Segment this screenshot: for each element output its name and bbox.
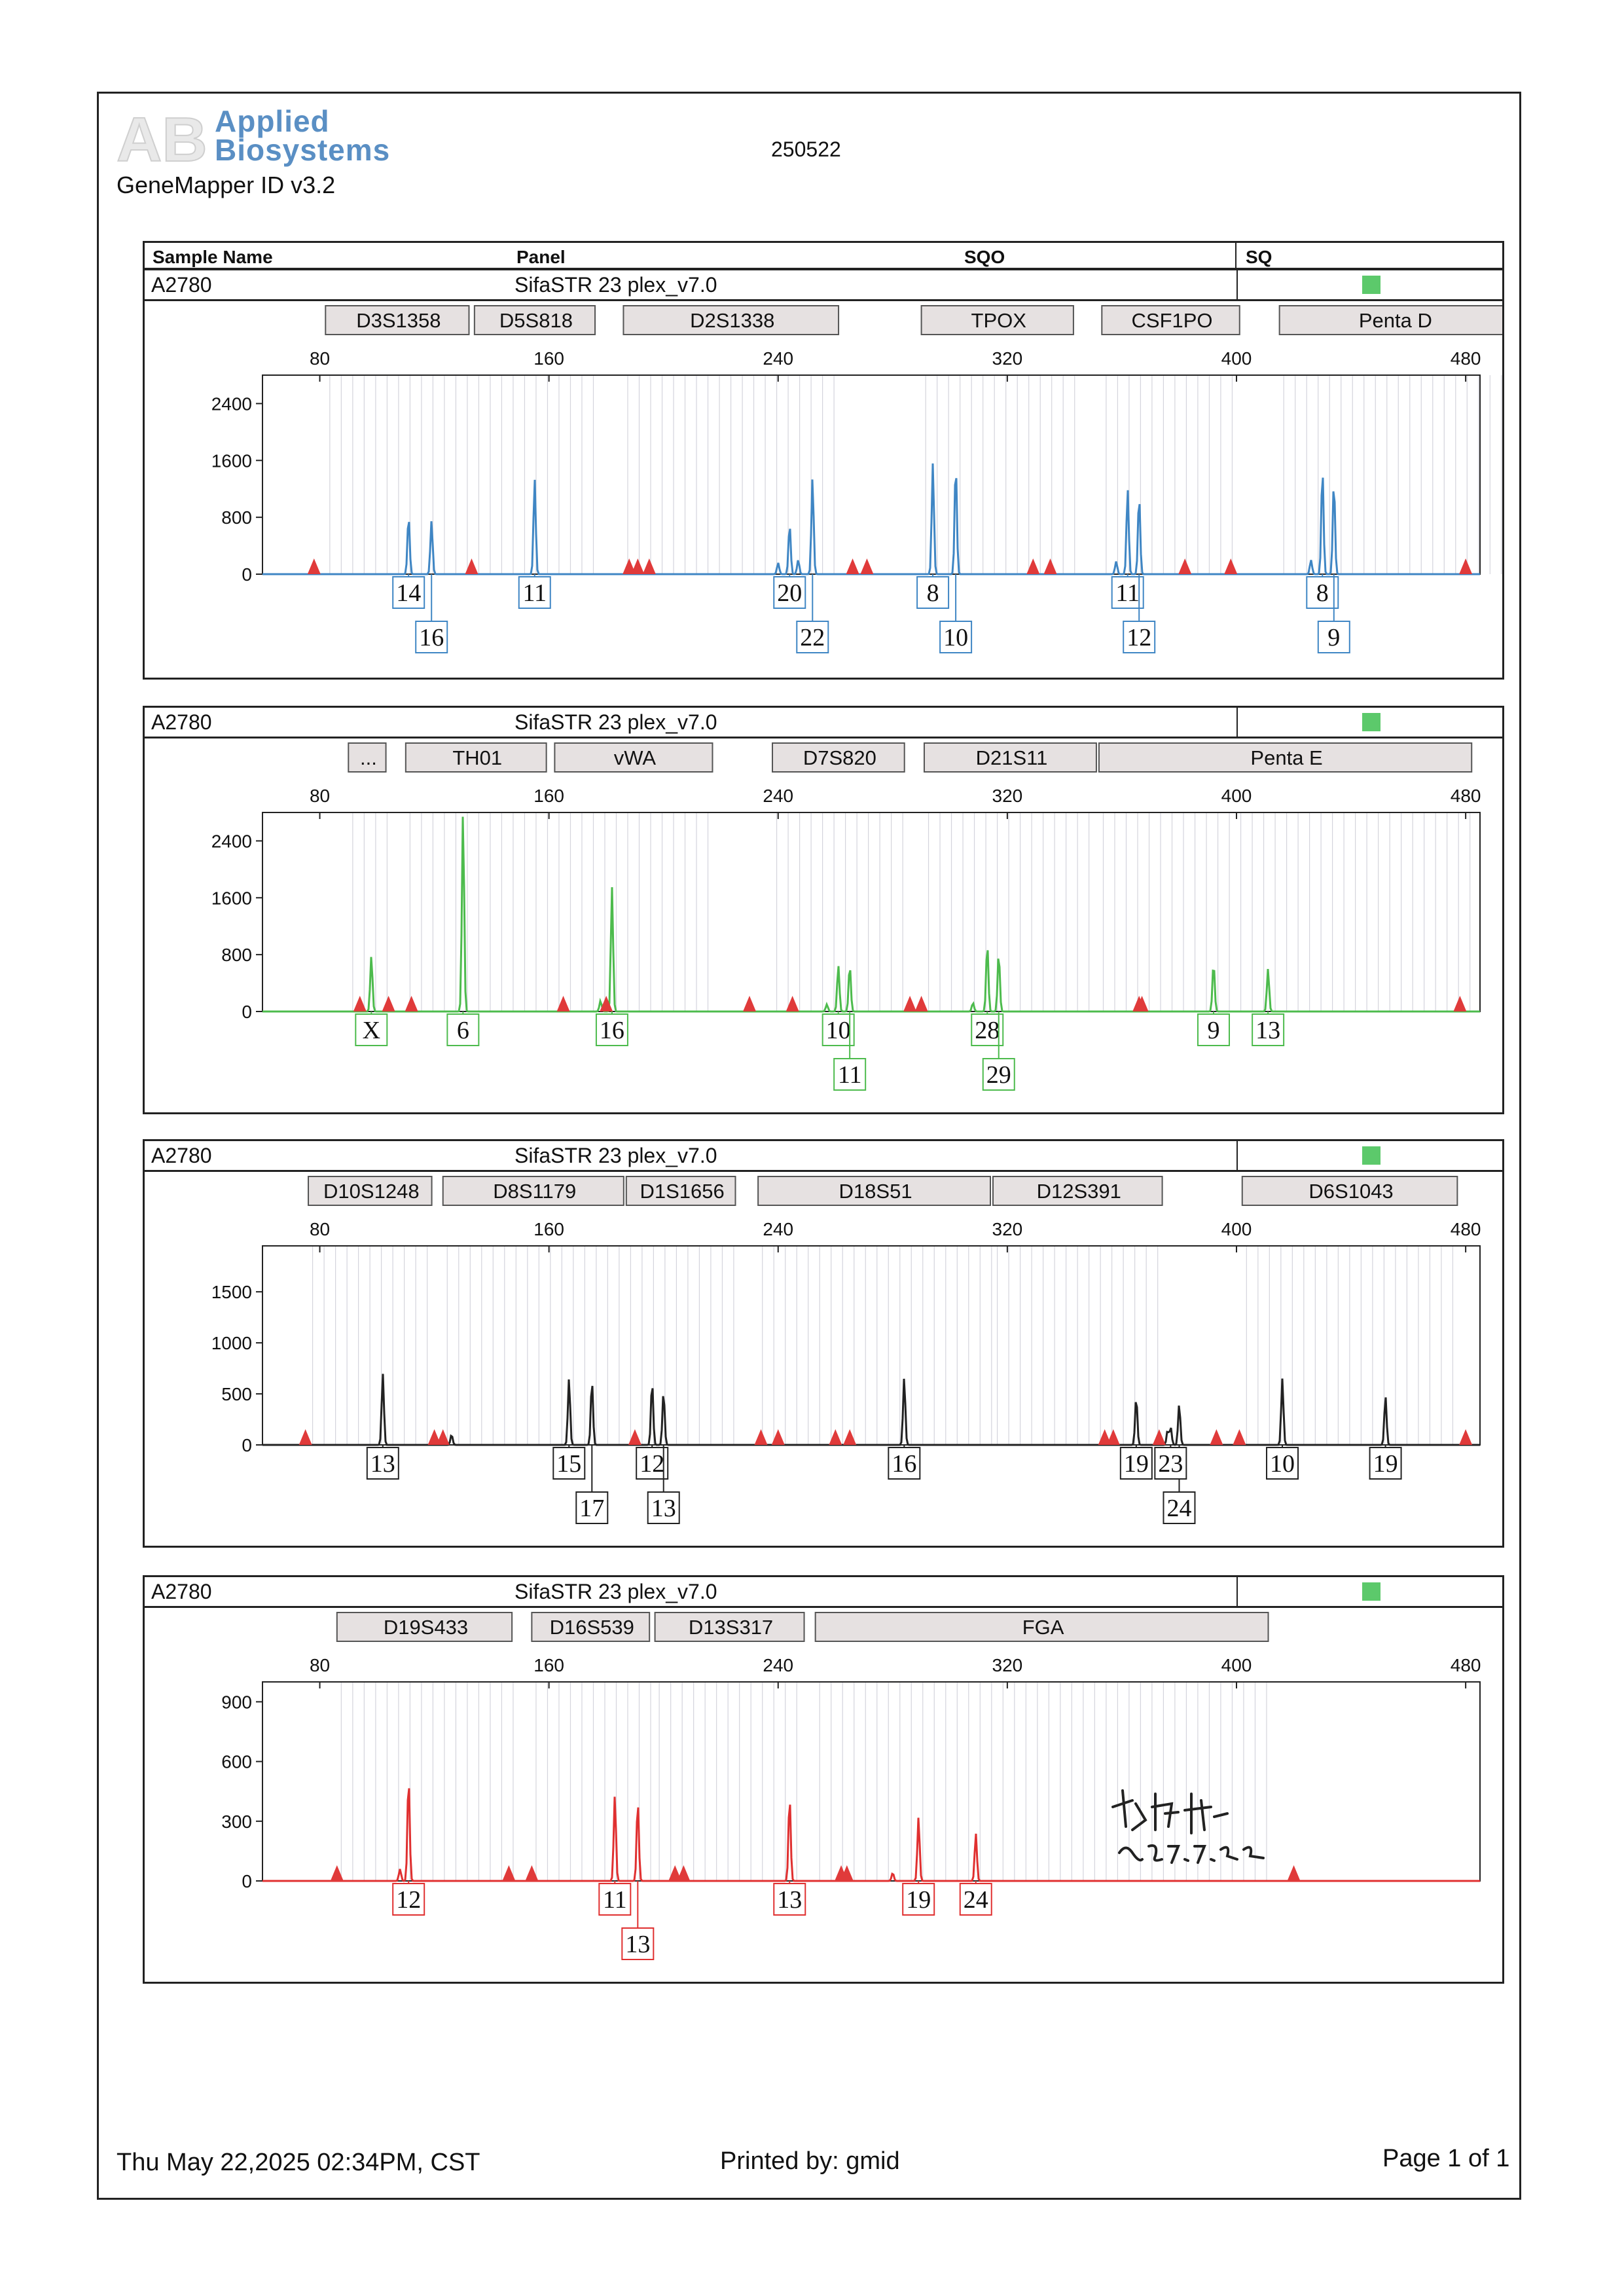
panel-name: SifaSTR 23 plex_v7.0 [514, 1144, 717, 1167]
locus- [348, 743, 386, 772]
app-title: GeneMapper ID v3.2 [117, 172, 336, 198]
locus-fga [816, 1613, 1269, 1641]
bin-marker [903, 996, 916, 1011]
locus-d3s1358 [325, 306, 469, 335]
panel-title-row [145, 708, 1502, 738]
allele-label: 11 [603, 1886, 627, 1914]
peak-12 [393, 1777, 424, 1915]
brand-line-1: Applied [215, 104, 330, 138]
allele-label: 13 [651, 1495, 676, 1522]
locus-label: D6S1043 [1308, 1180, 1394, 1203]
x-tick-label: 320 [992, 786, 1023, 806]
brand-line-2: Biosystems [215, 133, 391, 167]
x-tick-label: 480 [1450, 786, 1481, 806]
allele-label: 13 [777, 1886, 803, 1914]
ab-logo-icon [117, 110, 208, 169]
peak-22 [797, 478, 828, 653]
locus-label: D3S1358 [356, 309, 441, 332]
bin-marker [308, 558, 321, 574]
quality-flag-icon [1362, 276, 1380, 294]
sample-name: A2780 [151, 710, 212, 734]
panel-name: SifaSTR 23 plex_v7.0 [514, 1580, 717, 1603]
allele-label: 14 [396, 579, 422, 607]
allele-label: 10 [825, 1017, 851, 1044]
locus-d7s820 [772, 743, 905, 772]
peak-11 [519, 479, 550, 608]
bin-marker [1459, 1429, 1472, 1445]
handwritten-signature [1106, 1781, 1303, 1879]
quality-flag-icon [1362, 1582, 1380, 1601]
y-tick-label: 600 [221, 1751, 252, 1772]
allele-label: 13 [1255, 1017, 1281, 1044]
peak-24 [960, 1833, 992, 1915]
col-sq: SQ [1246, 247, 1272, 267]
locus-label: ... [360, 746, 377, 769]
locus-d19s433 [337, 1613, 512, 1641]
peak-13 [1252, 969, 1284, 1046]
locus-label: D16S539 [549, 1616, 634, 1639]
locus-label: D7S820 [803, 746, 876, 769]
page-number: Page 1 of 1 [1382, 2145, 1510, 2172]
x-tick-label: 240 [763, 786, 794, 806]
allele-label: 16 [892, 1450, 917, 1478]
x-tick-label: 80 [309, 348, 331, 369]
x-tick-label: 160 [533, 1219, 565, 1239]
x-tick-label: 480 [1450, 1655, 1481, 1675]
bin-marker [1210, 1429, 1223, 1445]
peak-10 [940, 464, 971, 653]
bin-marker [1153, 1429, 1166, 1445]
peak-13 [774, 1797, 805, 1915]
bin-marker [860, 558, 873, 574]
panel-name: SifaSTR 23 plex_v7.0 [514, 273, 717, 297]
sample-name: A2780 [151, 273, 212, 297]
applied-biosystems-logo [117, 105, 391, 177]
locus-label: D8S1179 [493, 1180, 577, 1203]
title-divider [1236, 1577, 1238, 1606]
bin-marker [1453, 996, 1466, 1011]
plot-frame [262, 812, 1480, 1011]
allele-label: 8 [1316, 579, 1329, 607]
peak-19 [1370, 1396, 1401, 1479]
x-tick-label: 240 [763, 1219, 794, 1239]
peak-11 [599, 1795, 630, 1915]
locus-d16s539 [532, 1613, 649, 1641]
locus-d8s1179 [443, 1176, 624, 1205]
allele-label: 20 [777, 579, 803, 607]
peak-14 [393, 516, 424, 608]
allele-label: X [362, 1017, 381, 1044]
bin-marker [405, 996, 418, 1011]
signature-date-strokes [1119, 1846, 1263, 1863]
bin-marker [1178, 558, 1191, 574]
allele-label: 29 [986, 1061, 1011, 1089]
locus-vwa [554, 743, 712, 772]
panel-title-row [145, 1141, 1502, 1172]
x-tick-label: 240 [763, 348, 794, 369]
y-tick-label: 0 [242, 1002, 252, 1022]
locus-label: D21S11 [975, 746, 1048, 769]
panel-title-row [145, 1577, 1502, 1608]
bin-marker [643, 558, 656, 574]
locus-label: D12S391 [1036, 1180, 1121, 1203]
panel-name: SifaSTR 23 plex_v7.0 [514, 710, 717, 734]
allele-label: 9 [1207, 1017, 1220, 1044]
y-tick-label: 2400 [211, 831, 252, 852]
electropherogram-panel-4 [143, 1575, 1504, 1984]
allele-label: 23 [1158, 1450, 1183, 1478]
peak-13 [367, 1374, 399, 1479]
y-tick-label: 0 [242, 1435, 252, 1455]
x-tick-label: 400 [1221, 1219, 1252, 1239]
peak-16 [596, 887, 628, 1046]
quality-flag-icon [1362, 713, 1380, 731]
bin-marker [382, 996, 395, 1011]
locus-label: CSF1PO [1131, 309, 1213, 332]
x-tick-label: 320 [992, 1655, 1023, 1675]
locus-label: TH01 [452, 746, 503, 769]
svg-text:AB: AB [117, 110, 208, 169]
x-tick-label: 160 [533, 786, 565, 806]
locus-label: D10S1248 [323, 1180, 420, 1203]
x-tick-label: 240 [763, 1655, 794, 1675]
locus-d10s1248 [308, 1176, 432, 1205]
locus-label: D5S818 [499, 309, 573, 332]
locus-label: D19S433 [383, 1616, 469, 1639]
bin-marker [743, 996, 756, 1011]
y-tick-label: 1600 [211, 888, 252, 909]
x-tick-label: 480 [1450, 1219, 1481, 1239]
panel-title-row [145, 270, 1502, 301]
allele-label: 16 [599, 1017, 624, 1044]
bin-marker [631, 558, 644, 574]
allele-label: 12 [1127, 624, 1152, 651]
locus-label: vWA [613, 746, 657, 769]
allele-label: 19 [1373, 1450, 1398, 1478]
sample-name: A2780 [151, 1144, 212, 1167]
allele-label: 8 [926, 579, 939, 607]
allele-label: 24 [1166, 1495, 1192, 1522]
y-tick-label: 900 [221, 1692, 252, 1713]
y-tick-label: 800 [221, 507, 252, 528]
plot-frame [262, 375, 1480, 574]
locus-d21s11 [924, 743, 1096, 772]
allele-label: 13 [625, 1931, 651, 1958]
locus-label: FGA [1022, 1616, 1064, 1639]
y-tick-label: 2400 [211, 393, 252, 414]
signal-trace [262, 817, 1480, 1012]
x-tick-label: 400 [1221, 786, 1252, 806]
allele-label: 11 [522, 579, 547, 607]
peak-9 [1198, 963, 1229, 1046]
allele-label: 19 [906, 1886, 931, 1914]
locus-label: Penta D [1358, 309, 1432, 332]
sample-name: A2780 [151, 1580, 212, 1603]
title-divider [1236, 1141, 1238, 1170]
locus-d2s1338 [623, 306, 839, 335]
signal-trace [262, 1374, 1480, 1446]
locus-label: D18S51 [839, 1180, 912, 1203]
chart-2-svg [145, 737, 1502, 1112]
locus-d6s1043 [1242, 1176, 1458, 1205]
x-tick-label: 320 [992, 348, 1023, 369]
peak-16 [888, 1377, 920, 1479]
locus-pentae [1099, 743, 1471, 772]
y-tick-label: 1000 [211, 1333, 252, 1354]
electropherogram-panel-2 [143, 706, 1504, 1114]
y-tick-label: 1600 [211, 450, 252, 471]
allele-label: 11 [1115, 579, 1140, 607]
y-tick-label: 1500 [211, 1282, 252, 1303]
header-divider [1235, 243, 1236, 268]
x-tick-label: 160 [533, 1655, 565, 1675]
y-tick-label: 800 [221, 945, 252, 966]
peak-19 [1121, 1397, 1152, 1479]
allele-label: 10 [1270, 1450, 1295, 1478]
title-divider [1236, 270, 1238, 299]
locus-d12s391 [993, 1176, 1163, 1205]
signature-name-strokes [1113, 1791, 1227, 1833]
locus-tpox [922, 306, 1074, 335]
locus-label: Penta E [1250, 746, 1323, 769]
x-tick-label: 400 [1221, 348, 1252, 369]
allele-label: 28 [975, 1017, 1000, 1044]
allele-label: 15 [556, 1450, 582, 1478]
allele-label: 17 [579, 1495, 605, 1522]
printed-by: Printed by: gmid [720, 2147, 900, 2175]
bin-marker [755, 1429, 768, 1445]
plot-frame [262, 1246, 1480, 1445]
locus-d13s317 [655, 1613, 804, 1641]
x-tick-label: 80 [309, 1655, 331, 1675]
col-panel: Panel [516, 247, 566, 267]
locus-pentad [1280, 306, 1502, 335]
col-sample-name: Sample Name [153, 247, 273, 267]
bin-marker [1044, 558, 1057, 574]
locus-d18s51 [758, 1176, 990, 1205]
allele-label: 12 [640, 1450, 665, 1478]
allele-label: 13 [370, 1450, 395, 1478]
allele-label: 6 [456, 1017, 469, 1044]
allele-label: 11 [837, 1061, 862, 1089]
peak-19 [903, 1817, 934, 1915]
locus-label: TPOX [971, 309, 1026, 332]
peak-8 [917, 464, 948, 608]
x-tick-label: 80 [309, 1219, 331, 1239]
bin-marker [299, 1429, 312, 1445]
bin-marker [915, 996, 928, 1011]
electropherogram-panel-1 [143, 268, 1504, 680]
locus-th01 [406, 743, 547, 772]
locus-csf1po [1102, 306, 1239, 335]
col-sqo: SQO [964, 247, 1005, 267]
signal-trace [262, 464, 1480, 574]
allele-label: 22 [800, 624, 825, 651]
y-tick-label: 0 [242, 564, 252, 585]
bin-marker [846, 558, 859, 574]
y-tick-label: 500 [221, 1384, 252, 1405]
x-tick-label: 320 [992, 1219, 1023, 1239]
title-divider [1236, 708, 1238, 737]
allele-label: 24 [963, 1886, 988, 1914]
locus-d5s818 [475, 306, 595, 335]
allele-label: 10 [943, 624, 969, 651]
run-id: 250522 [771, 137, 841, 161]
allele-label: 16 [419, 624, 444, 651]
allele-label: 12 [396, 1886, 422, 1914]
bin-marker [1107, 1429, 1120, 1445]
x-tick-label: 480 [1450, 348, 1481, 369]
allele-label: 9 [1327, 624, 1341, 651]
bin-marker [1459, 558, 1472, 574]
y-tick-label: 0 [242, 1871, 252, 1891]
peak-10 [1267, 1379, 1298, 1479]
peak-15 [553, 1379, 585, 1479]
chart-3-svg [145, 1170, 1502, 1546]
locus-label: D2S1338 [690, 309, 775, 332]
locus-label: D13S317 [688, 1616, 774, 1639]
bin-marker [677, 1865, 690, 1881]
table-header [143, 241, 1504, 270]
x-tick-label: 80 [309, 786, 331, 806]
x-tick-label: 160 [533, 348, 565, 369]
electropherogram-panel-3 [143, 1139, 1504, 1548]
locus-d1s1656 [626, 1176, 736, 1205]
bin-marker [1233, 1429, 1246, 1445]
chart-1-svg [145, 299, 1502, 678]
allele-label: 19 [1123, 1450, 1149, 1478]
quality-flag-icon [1362, 1146, 1380, 1165]
x-tick-label: 400 [1221, 1655, 1252, 1675]
locus-label: D1S1656 [640, 1180, 725, 1203]
print-datetime: Thu May 22,2025 02:34PM, CST [117, 2149, 480, 2176]
bin-marker [1224, 558, 1237, 574]
y-tick-label: 300 [221, 1811, 252, 1832]
